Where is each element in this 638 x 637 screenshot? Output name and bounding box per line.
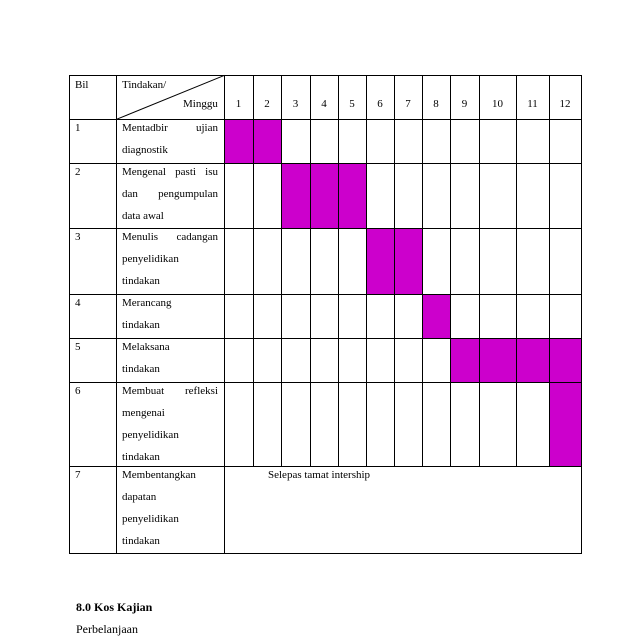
activity-text-line: tindakan — [122, 275, 160, 287]
table-rule-vertical — [450, 75, 451, 467]
schedule-cell-filled — [394, 228, 422, 294]
activity-text-line: Melaksana — [122, 341, 170, 353]
activity-text-line — [122, 166, 218, 179]
activity-text-line: tindakan — [122, 319, 160, 331]
table-rule-horizontal — [69, 163, 581, 164]
activity-word: Mengenal — [122, 166, 166, 178]
table-rule-vertical — [253, 75, 254, 467]
table-rule-horizontal — [69, 553, 581, 554]
week-number: 1 — [235, 98, 242, 110]
schedule-cell-filled — [450, 338, 479, 382]
week-number: 12 — [559, 98, 571, 110]
schedule-note: Selepas tamat intership — [268, 469, 371, 481]
table-rule-horizontal — [69, 119, 581, 120]
table-rule-horizontal — [69, 294, 581, 295]
activity-text-line: penyelidikan — [122, 253, 179, 265]
header-tindakan: Tindakan/ — [122, 79, 167, 91]
table-rule-vertical — [422, 75, 423, 467]
activity-text-line: diagnostik — [122, 144, 168, 156]
activity-word: Membuat — [122, 385, 165, 397]
header-minggu: Minggu — [183, 98, 218, 110]
schedule-cell-filled — [310, 163, 338, 228]
week-number: 6 — [377, 98, 383, 110]
week-number: 11 — [527, 98, 538, 110]
activity-text-line: Membentangkan — [122, 469, 196, 481]
activity-text-line — [122, 188, 218, 201]
activity-word: isu — [205, 166, 218, 178]
schedule-cell-filled — [281, 163, 310, 228]
week-number: 2 — [264, 98, 270, 110]
activity-text-line: tindakan — [122, 451, 160, 463]
schedule-cell-filled — [422, 294, 450, 338]
row-number: 5 — [75, 341, 81, 353]
section-body-text: Perbelanjaan — [76, 622, 138, 636]
week-number: 10 — [492, 98, 503, 110]
row-number: 7 — [75, 469, 81, 481]
week-number: 9 — [461, 98, 468, 110]
header-bil: Bil — [75, 79, 89, 91]
activity-text-line: mengenai — [122, 407, 165, 419]
row-number: 1 — [75, 122, 81, 134]
table-rule-vertical — [516, 75, 517, 467]
activity-word: dan — [122, 188, 138, 200]
table-rule-vertical — [338, 75, 339, 467]
row-number: 6 — [75, 385, 81, 397]
schedule-cell-filled — [516, 338, 549, 382]
week-number: 3 — [292, 98, 299, 110]
schedule-cell-filled — [479, 338, 516, 382]
schedule-cell-filled — [549, 382, 581, 466]
schedule-cell-filled — [549, 338, 581, 382]
activity-text-line — [122, 122, 218, 135]
week-number: 7 — [405, 98, 411, 110]
schedule-cell-filled — [224, 119, 253, 163]
table-rule-vertical — [479, 75, 480, 467]
activity-word: refleksi — [185, 385, 218, 397]
activity-text-line: Merancang — [122, 297, 172, 309]
table-rule-vertical — [549, 75, 550, 467]
activity-word: pasti — [175, 166, 196, 178]
table-rule-vertical — [69, 75, 70, 554]
activity-text-line: data awal — [122, 210, 164, 222]
schedule-cell-filled — [366, 228, 394, 294]
activity-word: Menulis — [122, 231, 159, 243]
table-rule-vertical — [281, 75, 282, 467]
table-rule-vertical — [394, 75, 395, 467]
table-rule-horizontal — [69, 382, 581, 383]
row-number: 3 — [75, 231, 81, 243]
activity-text-line: penyelidikan — [122, 429, 179, 441]
table-rule-vertical — [224, 75, 225, 554]
week-number: 5 — [349, 98, 355, 110]
activity-word: cadangan — [176, 231, 218, 243]
table-rule-horizontal — [69, 75, 581, 76]
week-number: 8 — [433, 98, 439, 110]
table-rule-vertical — [581, 75, 582, 554]
section-heading: 8.0 Kos Kajian — [76, 600, 153, 614]
table-rule-horizontal — [69, 228, 581, 229]
row-number: 4 — [75, 297, 81, 309]
activity-word: pengumpulan — [158, 188, 218, 200]
activity-text-line: dapatan — [122, 491, 157, 503]
activity-text-line: tindakan — [122, 535, 160, 547]
activity-text-line: tindakan — [122, 363, 160, 375]
activity-word: ujian — [196, 122, 218, 134]
activity-word: Mentadbir — [122, 122, 168, 134]
table-rule-vertical — [310, 75, 311, 467]
activity-text-line: penyelidikan — [122, 513, 179, 525]
activity-text-line — [122, 231, 218, 244]
week-number: 4 — [321, 98, 327, 110]
row-number: 2 — [75, 166, 81, 178]
schedule-cell-filled — [338, 163, 366, 228]
schedule-cell-filled — [253, 119, 281, 163]
table-rule-vertical — [116, 75, 117, 554]
table-rule-vertical — [366, 75, 367, 467]
activity-text-line — [122, 385, 218, 398]
gantt-schedule-table — [69, 75, 581, 553]
table-rule-horizontal — [69, 338, 581, 339]
table-rule-horizontal — [69, 466, 581, 467]
